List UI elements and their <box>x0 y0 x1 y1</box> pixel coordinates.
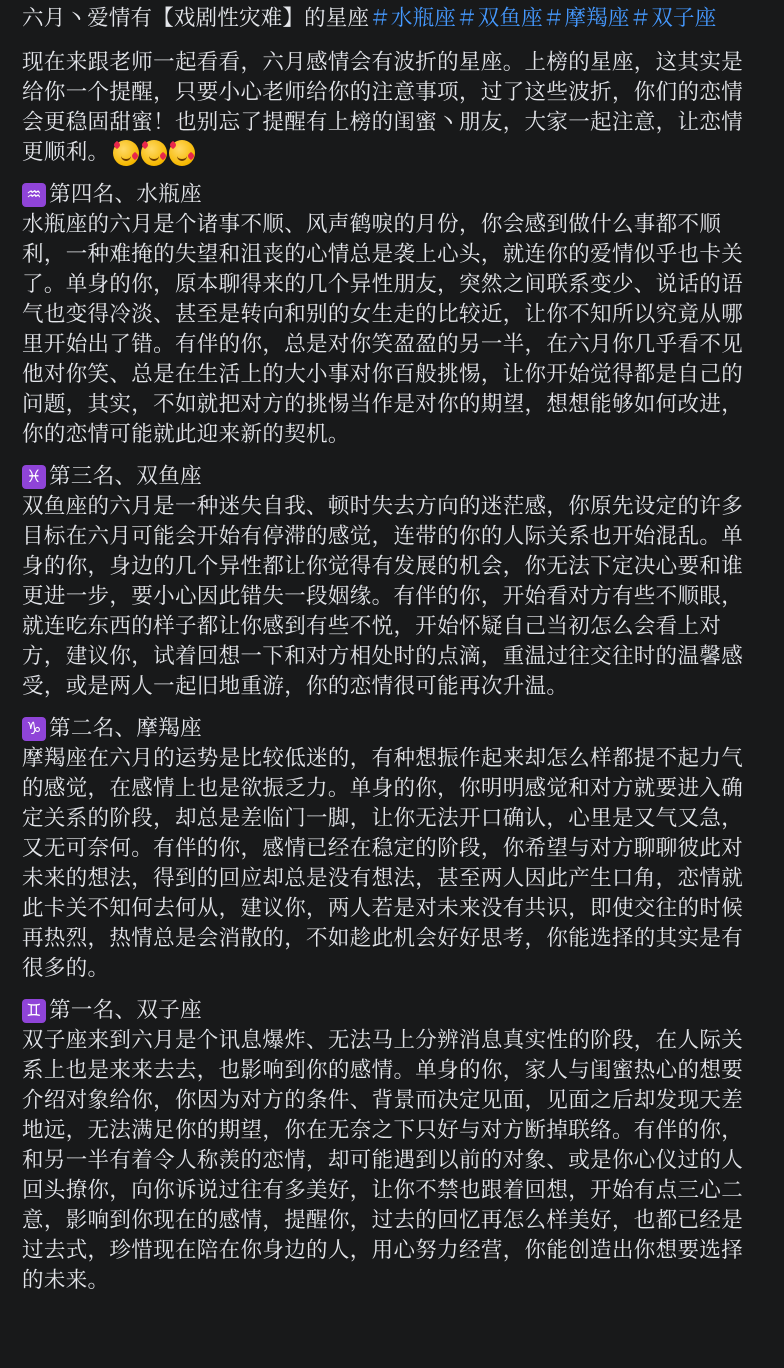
section-heading <box>22 996 762 1026</box>
capricorn-icon: ♑ <box>22 717 46 741</box>
section-heading <box>22 714 762 744</box>
smiling-face-with-hearts-icon <box>113 140 139 166</box>
section-aquarius <box>22 180 762 450</box>
section-heading-text: 第四名、水瓶座 <box>49 182 202 207</box>
section-body: 双子座来到六月是个讯息爆炸、无法马上分辨消息真实性的阶段，在人际关系上也是来来去去，也影响到你的感情。单身的你，家人与闺蜜热心的想要介绍对象给你，你因为对方的条件、背景而决定见面，见面之后却发现天差地远，无法满足你的期望，你在无奈之下只好与对方断掉联络。有伴的你，和另一半有着令人称羡的恋情，却可能遇到以前的对象、或是你心仪过的人回头撩你，向你诉说过往有多美好，让你不禁也跟着回想，开始有点三心二意，影响到你现在的感情，提醒你，过去的回忆再怎么样美好，也都已经是过去式，珍惜现在陪在你身边的人，用心努力经营，你能创造出你想要选择的未来。 <box>22 1028 744 1293</box>
section-heading-text: 第一名、双子座 <box>49 998 202 1023</box>
section-body: 双鱼座的六月是一种迷失自我、顿时失去方向的迷茫感，你原先设定的许多目标在六月可能会开始有停滞的感觉，连带的你的人际关系也开始混乱。单身的你，身边的几个异性都让你觉得有发展的机会，你无法下定决心要和谁更进一步，要小心因此错失一段姻缘。有伴的你，开始看对方有些不顺眼，就连吃东西的样子都让你感到有些不悦，开始怀疑自己当初怎么会看上对方，建议你，试着回想一下和对方相处时的点滴，重温过往交往时的温馨感受，或是两人一起旧地重游，你的恋情很可能再次升温。 <box>22 494 744 699</box>
intro-text: 现在来跟老师一起看看，六月感情会有波折的星座。上榜的星座，这其实是给你一个提醒，只要小心老师给你的注意事项，过了这些波折，你们的恋情会更稳固甜蜜！也别忘了提醒有上榜的闺蜜丶朋友，大家一起注意，让恋情更顺利。 <box>22 50 744 165</box>
aquarius-icon: ♒ <box>22 183 46 207</box>
pisces-icon: ♓ <box>22 465 46 489</box>
section-capricorn <box>22 714 762 984</box>
hashtag-gemini[interactable]: ＃双子座 <box>629 6 717 31</box>
post-title-text: 六月丶爱情有【戏剧性灾难】的星座 <box>22 6 370 31</box>
post-intro <box>22 48 762 168</box>
hashtag-aquarius[interactable]: ＃水瓶座 <box>369 6 457 31</box>
section-heading-text: 第三名、双鱼座 <box>49 464 202 489</box>
smiling-face-with-hearts-icon <box>141 140 167 166</box>
hashtag-capricorn[interactable]: ＃摩羯座 <box>542 6 630 31</box>
section-heading <box>22 180 762 210</box>
section-heading-text: 第二名、摩羯座 <box>49 716 202 741</box>
section-body: 摩羯座在六月的运势是比较低迷的，有种想振作起来却怎么样都提不起力气的感觉，在感情上也是欲振乏力。单身的你，你明明感觉和对方就要进入确定关系的阶段，却总是差临门一脚，让你无法开口确认，心里是又气又急，又无可奈何。有伴的你，感情已经在稳定的阶段，你希望与对方聊聊彼此对未来的想法，得到的回应却总是没有想法，甚至两人因此产生口角，恋情就此卡关不知何去何从，建议你，两人若是对未来没有共识，即使交往的时候再热烈，热情总是会消散的，不如趁此机会好好思考，你能选择的其实是有很多的。 <box>22 746 744 981</box>
section-gemini <box>22 996 762 1296</box>
smiling-face-with-hearts-icon <box>169 140 195 166</box>
section-pisces <box>22 462 762 702</box>
intro-emoji-row <box>113 140 195 166</box>
section-body: 水瓶座的六月是个诸事不顺、风声鹤唳的月份，你会感到做什么事都不顺利，一种难掩的失望和沮丧的心情总是袭上心头，就连你的爱情似乎也卡关了。单身的你，原本聊得来的几个异性朋友，突然之间联系变少、说话的语气也变得冷淡、甚至是转向和别的女生走的比较近，让你不知所以究竟从哪里开始出了错。有伴的你，总是对你笑盈盈的另一半，在六月你几乎看不见他对你笑、总是在生活上的大小事对你百般挑惕，让你开始觉得都是自己的问题，其实，不如就把对方的挑惕当作是对你的期望，想想能够如何改进，你的恋情可能就此迎来新的契机。 <box>22 212 744 447</box>
post-title <box>22 0 762 34</box>
hashtag-pisces[interactable]: ＃双鱼座 <box>456 6 543 31</box>
section-heading <box>22 462 762 492</box>
gemini-icon: ♊ <box>22 999 46 1023</box>
